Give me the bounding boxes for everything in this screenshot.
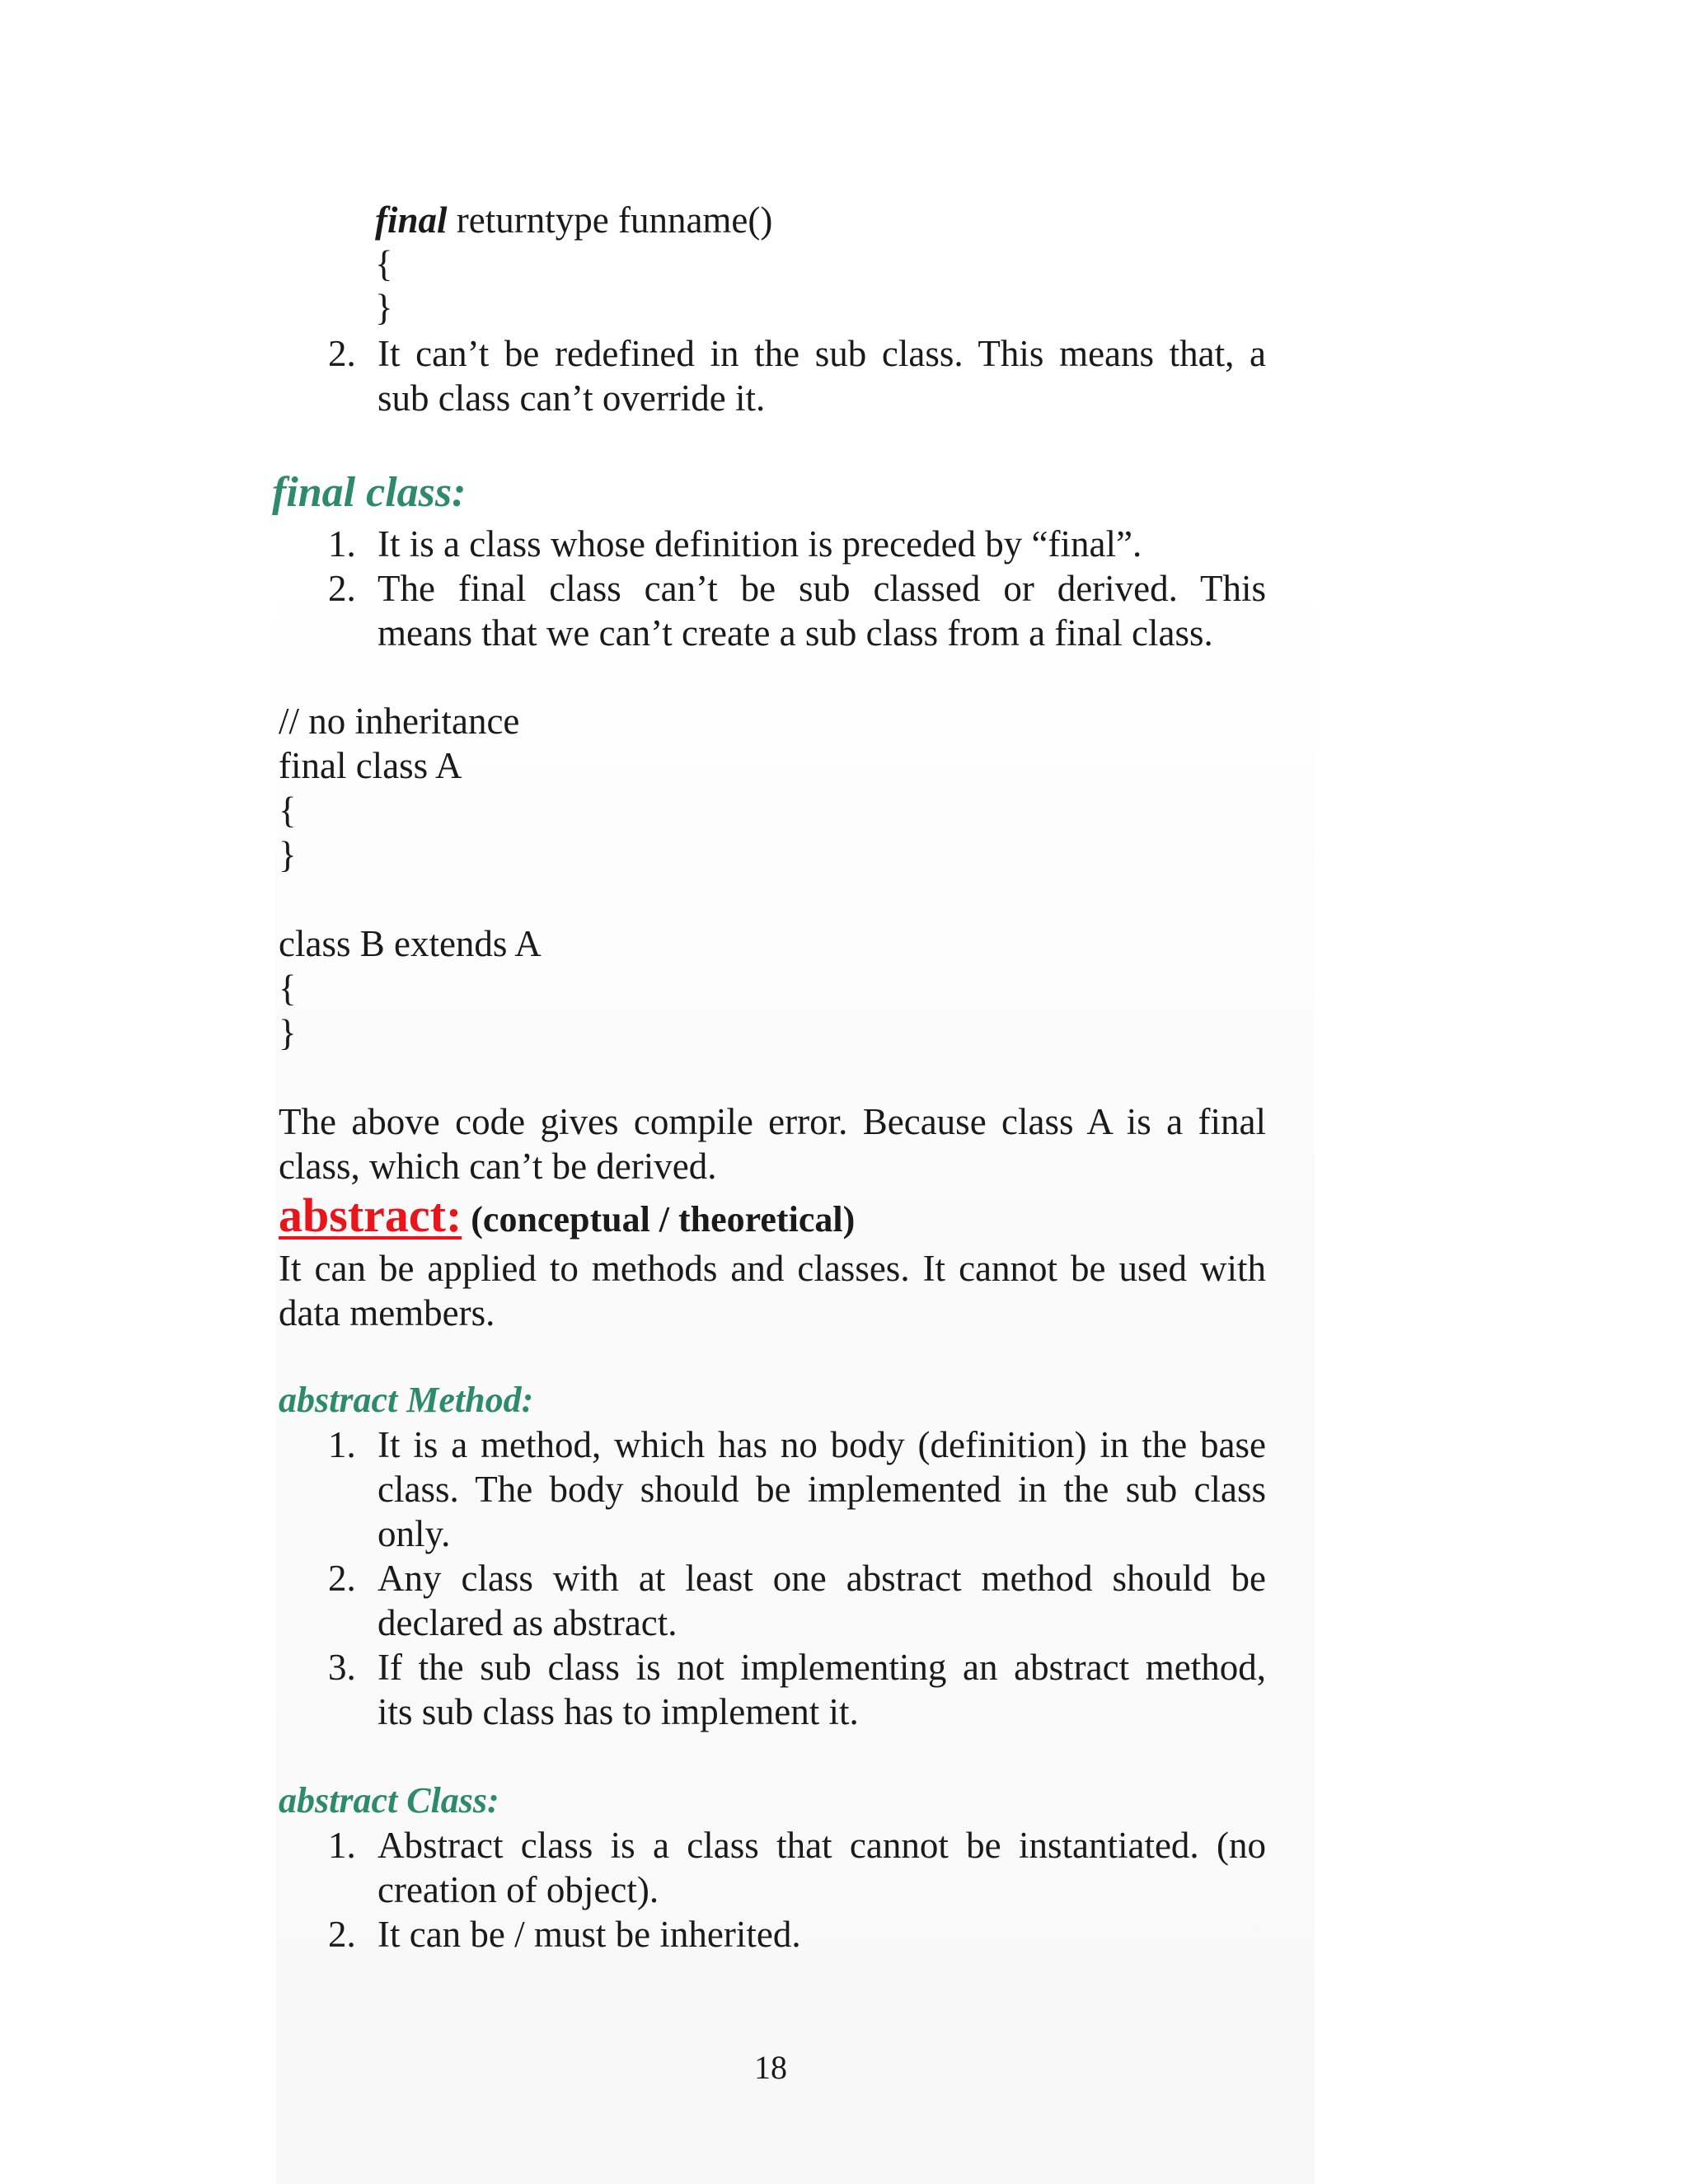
text-line: its sub class has to implement it. [377, 1691, 859, 1732]
text-line: If the sub class is not implementing an abstract method, [377, 1647, 1266, 1688]
text-line: It can be / must be inherited. [377, 1914, 801, 1955]
final-keyword: final [375, 199, 448, 241]
list-number: 3. [328, 1647, 356, 1688]
list-number: 1. [328, 523, 356, 565]
text-line: Any class with at least one abstract method should be [377, 1558, 1266, 1599]
code-close-brace: } [375, 287, 393, 328]
text-line: The final class can’t be sub classed or derived. This [377, 568, 1266, 609]
list-text [377, 522, 1266, 566]
text-line: It can be applied to methods and classes. It cannot be used with [279, 1248, 1266, 1289]
text-line: It can’t be redefined in the sub class. This means that, a [377, 333, 1266, 374]
list-text [377, 1645, 1266, 1734]
abstract-heading-row [279, 1188, 856, 1242]
final-class-heading: final class: [272, 469, 467, 516]
text-line: means that we can’t create a sub class from a final class. [377, 612, 1213, 654]
list-number: 1. [328, 1825, 356, 1866]
code-open-brace: { [375, 243, 393, 284]
abstract-method-heading: abstract Method: [279, 1380, 534, 1420]
list-text [377, 1422, 1266, 1556]
text-line: class. The body should be implemented in the sub class [377, 1469, 1266, 1510]
abstract-class-heading: abstract Class: [279, 1780, 499, 1821]
code-class-a: final class A [279, 745, 462, 786]
text-line: class, which can’t be derived. [279, 1146, 717, 1187]
text-line: only. [377, 1513, 451, 1554]
list-number: 1. [328, 1424, 356, 1465]
text-line: It is a class whose definition is preceded by “final”. [377, 523, 1142, 565]
list-text [377, 331, 1266, 420]
final-method-signature [375, 198, 772, 242]
list-number: 2. [328, 568, 356, 609]
list-number: 2. [328, 333, 356, 374]
abstract-subtitle: (conceptual / theoretical) [462, 1199, 856, 1240]
list-text [377, 1556, 1266, 1645]
code-class-b: class B extends A [279, 923, 542, 964]
code-open-brace: { [279, 968, 297, 1009]
code-comment: // no inheritance [279, 701, 520, 742]
code-close-brace: } [279, 834, 297, 875]
list-number: 2. [328, 1558, 356, 1599]
list-number: 2. [328, 1914, 356, 1955]
text-line: The above code gives compile error. Because class A is a final [279, 1101, 1266, 1142]
explanation-paragraph [279, 1099, 1266, 1188]
text-line: sub class can’t override it. [377, 377, 766, 419]
list-text [377, 1912, 1266, 1957]
text-line: It is a method, which has no body (definition) in the base [377, 1424, 1266, 1465]
text-line: declared as abstract. [377, 1602, 678, 1643]
method-signature-text: returntype funname() [447, 199, 773, 241]
list-text [377, 1823, 1266, 1912]
list-text [377, 566, 1266, 655]
abstract-title: abstract: [279, 1188, 462, 1242]
text-line: Abstract class is a class that cannot be instantiated. (no [377, 1825, 1266, 1866]
abstract-paragraph [279, 1246, 1266, 1335]
code-close-brace: } [279, 1012, 297, 1053]
page-number: 18 [754, 2049, 787, 2086]
text-line: data members. [279, 1292, 495, 1333]
code-open-brace: { [279, 790, 297, 831]
text-line: creation of object). [377, 1869, 659, 1910]
